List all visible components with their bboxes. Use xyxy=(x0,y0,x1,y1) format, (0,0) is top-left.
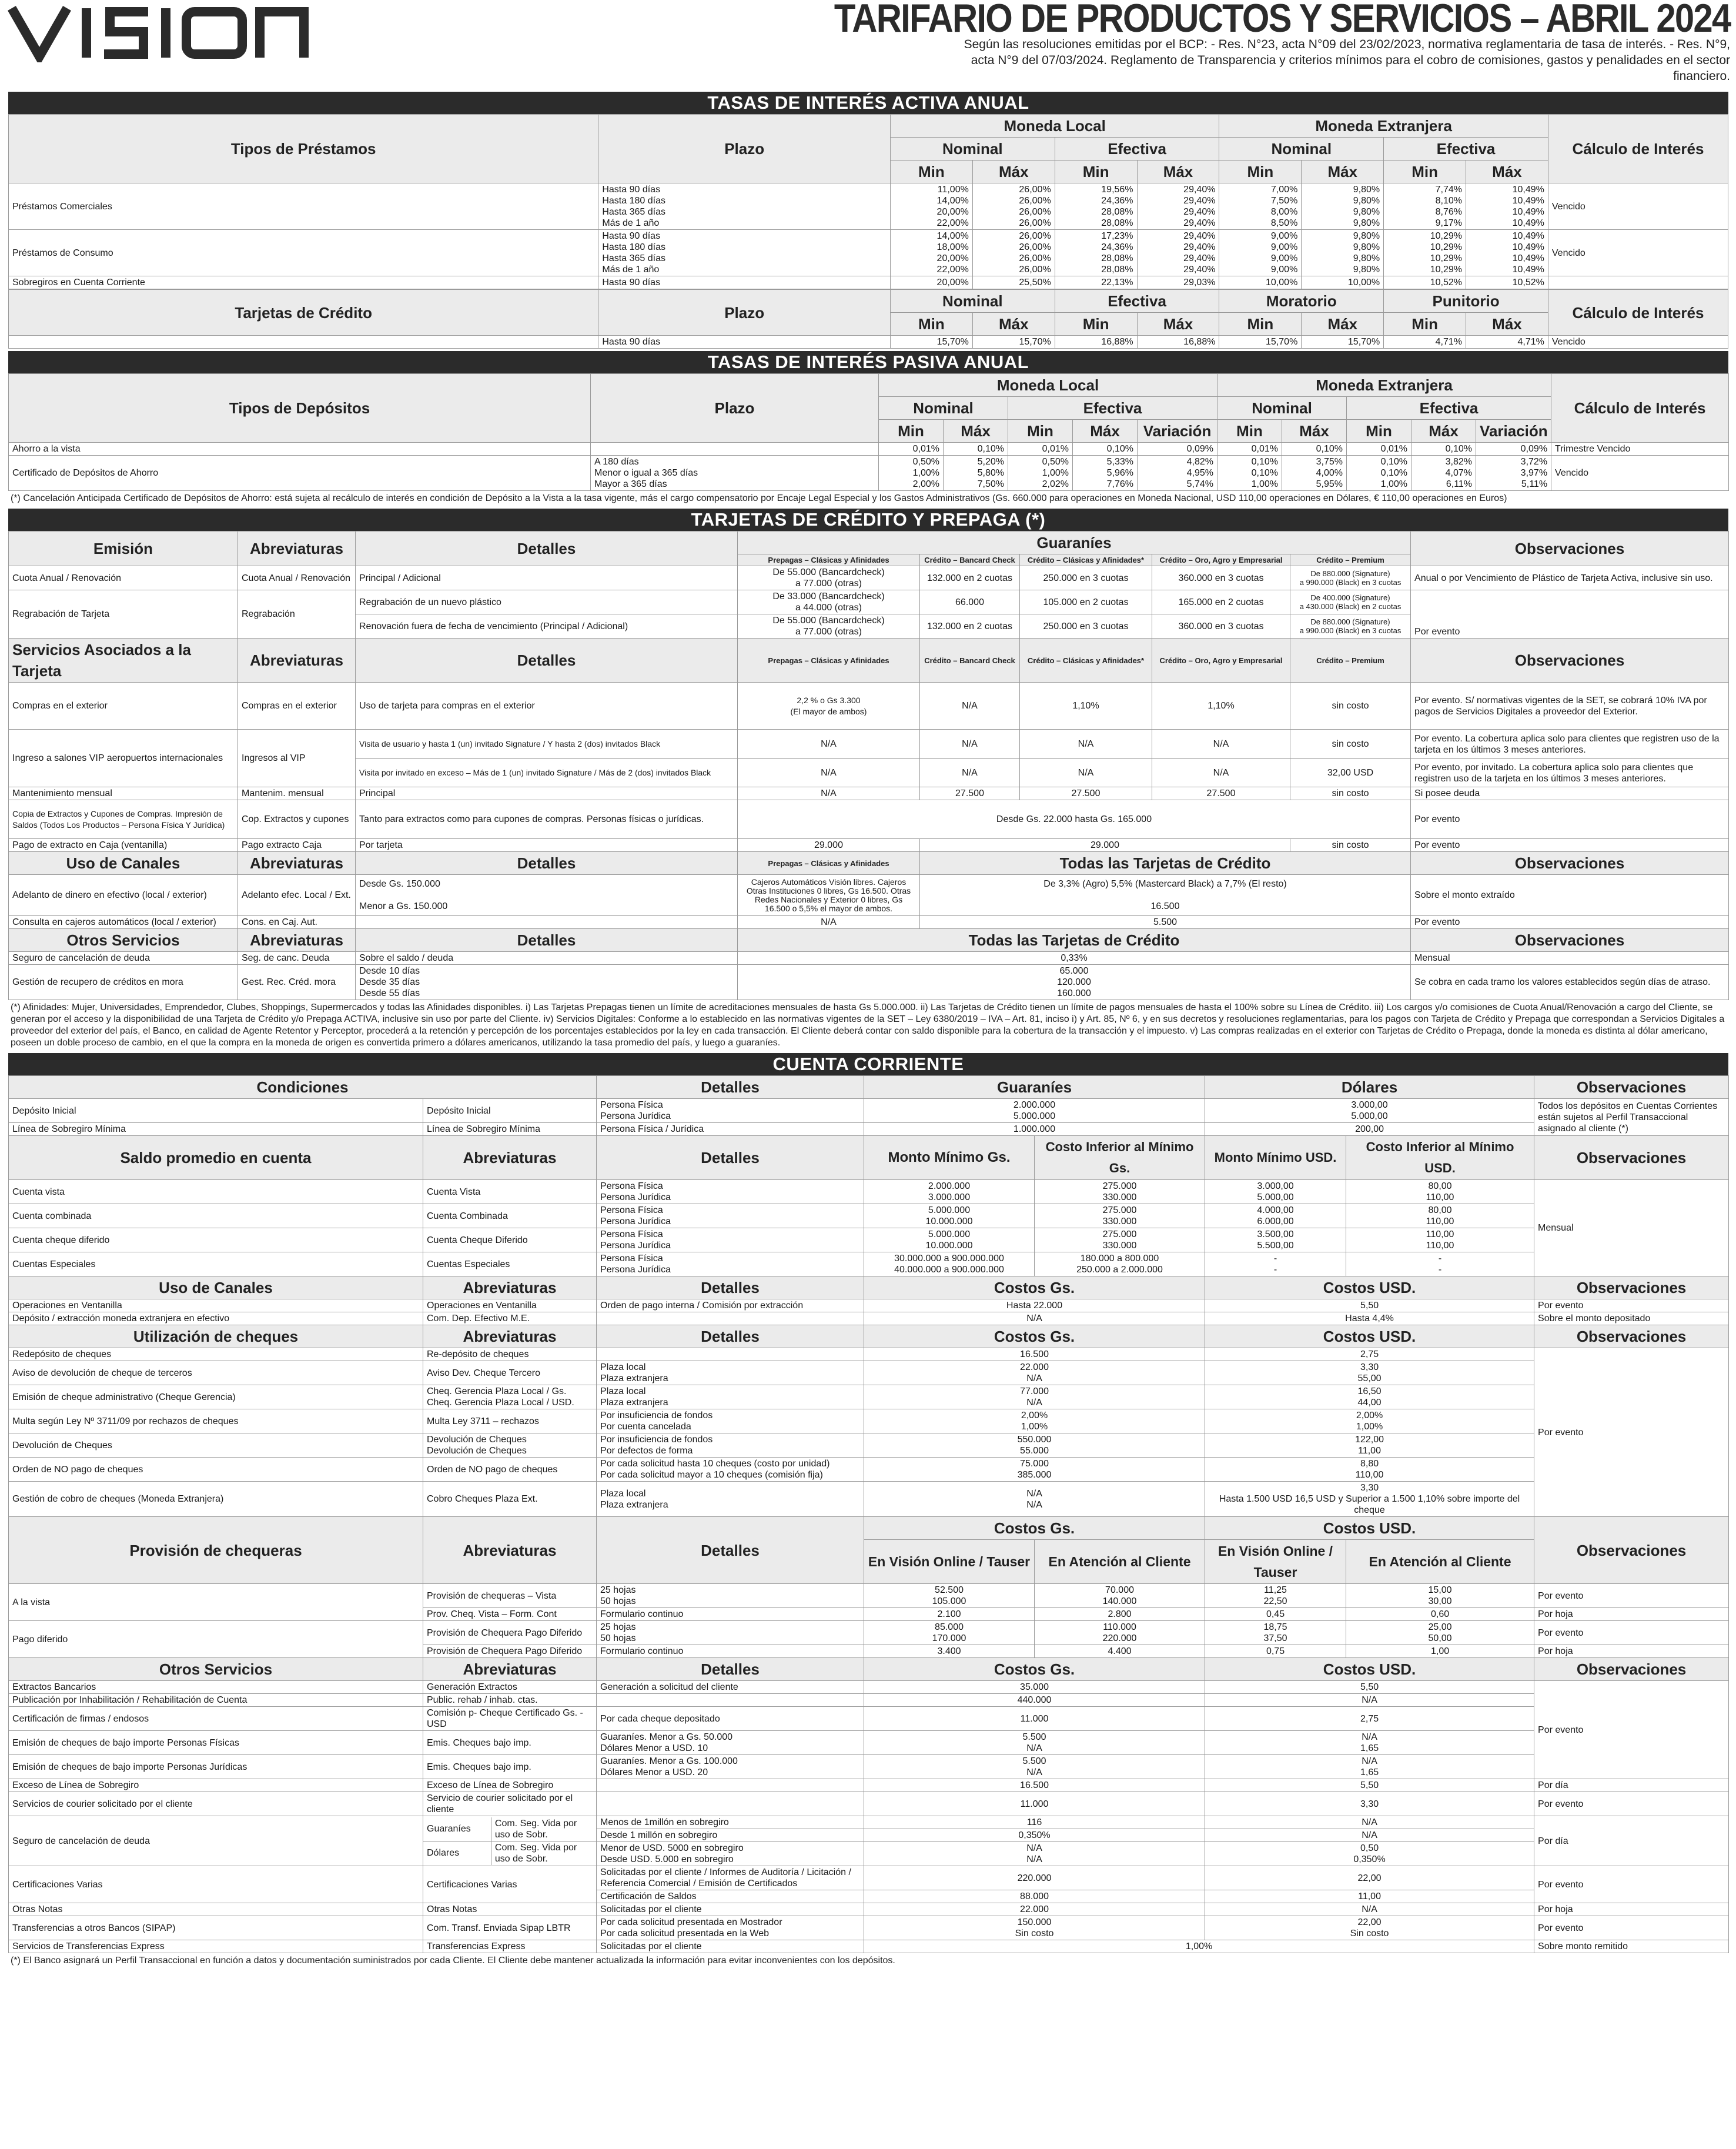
col-max: Máx xyxy=(944,420,1008,443)
col-efectiva: Efectiva xyxy=(1055,290,1219,313)
document-header xyxy=(0,0,1736,88)
col-efectiva: Efectiva xyxy=(1384,138,1548,161)
table-row: Hasta 90 días 15,70% 15,70% 16,88% 16,88% 15,70% 15,70% 4,71% 4,71% Vencido xyxy=(9,336,1728,349)
table-row: Gestión de recupero de créditos en mora Gest. Rec. Créd. mora Desde 10 días Desde 35 días Desde 55 días 65.000 120.000 160.000 Se cobra en cada tramo los valores establecidos según días de atraso. xyxy=(9,965,1729,1000)
table-row: Exceso de Línea de Sobregiro Exceso de Línea de Sobregiro 16.500 5,50 Por día xyxy=(9,1779,1729,1792)
table-row: Provisión de Chequera Pago Diferido Formulario continuo 3.400 4.400 0,75 1,00 Por hoja xyxy=(9,1645,1729,1658)
table-row: Orden de NO pago de cheques Orden de NO pago de cheques Por cada solicitud hasta 10 cheques (costo por unidad) Por cada solicitud mayor a 10 cheques (comisión fija) 75.000 385.000 8,80 110,00 xyxy=(9,1458,1729,1482)
table-row: Compras en el exterior Compras en el exterior Uso de tarjeta para compras en el exterior 2,2 % o Gs 3.300 (El mayor de ambos) N/A 1,10% 1,10% sin costo Por evento. S/ normativas vigentes de la SET, se cobrará 10% IVA por pagos de Servicios Digitales a proveedor del Exterior. xyxy=(9,683,1729,730)
col-max: Máx xyxy=(1411,420,1476,443)
col-tipos-depositos: Tipos de Depósitos xyxy=(9,374,591,443)
table-row: Adelanto de dinero en efectivo (local / exterior) Adelanto efec. Local / Ext. Desde Gs. 150.000 Menor a Gs. 150.000 Cajeros Automáticos Visión libres. Cajeros Otras Instituciones 0 libres, Gs 16.500. Otras Redes Nacionales y Exterior 0 libres, Gs 16.500 o 5,5% el mayor de ambos. De 3,3% (Agro) 5,5% (Mastercard Black) a 7,7% (El resto) 16.500 Sobre el monto extraído xyxy=(9,875,1729,916)
table-row: Ahorro a la vista 0,01% 0,10% 0,01% 0,10% 0,09% 0,01% 0,10% 0,01% 0,10% 0,09% Trimestre Vencido xyxy=(9,443,1729,456)
table-row: Publicación por Inhabilitación / Rehabilitación de Cuenta Public. rehab / inhab. ctas. 440.000 N/A xyxy=(9,1694,1729,1707)
table-row: Préstamos de Consumo Hasta 90 días Hasta 180 días Hasta 365 días Más de 1 año 14,00% 18,00% 20,00% 22,00% 26,00% 26,00% 26,00% 26,00% 17,23% 24,36% 28,08% 28,08% 29,40% 29,40% 29,40% 29,40% 9,00% 9,00% 9,00% 9,00% 9,80% 9,80% 9,80% 9,80% 10,29% 10,29% 10,29% 10,29% 10,49% 10,49% 10,49% 10,49% Vencido xyxy=(9,230,1728,276)
table-tarjetas: Emisión Abreviaturas Detalles Guaraníes Observaciones Prepagas – Clásicas y Afinidades Crédito – Bancard Check Crédito – Clásicas y Afinidades* Crédito – Oro, Agro y Empresarial Crédito – Premium Cuota Anual / Renovación Cuota Anual / Renovación Principal / Adicional De 55.000 (Bancardcheck) a 77.000 (otras) 132.000 en 2 cuotas 250.000 en 3 cuotas 360.000 en 3 cuotas De 880.000 (Signature) a 990.000 (Black) en 3 cuotas Anual o por Vencimiento de Plástico de Tarjeta Activa, inclusive sin uso. Regrabación de Tarjeta Regrabación Regrabación de un nuevo plástico De 33.000 (Bancardcheck) a 44.000 (otras) 66.000 105.000 en 2 cuotas 165.000 en 2 cuotas De 400.000 (Signature) a 430.000 (Black) en 2 cuotas Por evento Renovación fuera de fecha de vencimiento (Principal / Adicional) De 55.000 (Bancardcheck) a 77.000 (otras) 132.000 en 2 cuotas 250.000 en 3 cuotas 360.000 en 3 cuotas De 880.000 (Signature) a 990.000 (Black) en 3 cuotas Servicios Asociados a la Tarjeta Abreviaturas Detalles Prepagas – Clásicas y Afinidades Crédito – Bancard Check Crédito – Clásicas y Afinidades* Crédito – Oro, Agro y Empresarial Crédito – Premium Observaciones Compras en el exterior Compras en el exterior Uso de tarjeta para compras en el exterior 2,2 % o Gs 3.300 (El mayor de ambos) N/A 1,10% 1,10% sin costo Por evento. S/ normativas vigentes de la SET, se cobrará 10% IVA por pagos de Servicios Digitales a proveedor del Exterior. Ingreso a salones VIP aeropuertos internacionales Ingresos al VIP Visita de usuario y hasta 1 (un) invitado Signature / Y hasta 2 (dos) invitados Black N/A N/A N/A N/A sin costo Por evento. La cobertura aplica solo para clientes que registren uso de la tarjeta en los últimos 3 meses anteriores. Visita por invitado en exceso – Más de 1 (un) invitado Signature / Más de 2 (dos) invitados Black N/A N/A N/A N/A 32,00 USD Por evento, por invitado. La cobertura aplica solo para clientes que registren uso de la tarjeta en los últimos 3 meses anteriores. Mantenimiento mensual Mantenim. mensual Principal N/A 27.500 27.500 27.500 sin costo Si posee deuda Copia de Extractos y Cupones de Compras. Impresión de Saldos (Todos Los Productos – Persona Física Y Jurídica) Cop. Extractos y cupones Tanto para extractos como para cupones de compras. Personas físicas o jurídicas. Desde Gs. 22.000 hasta Gs. 165.000 Por evento Pago de extracto en Caja (ventanilla) Pago extracto Caja Por tarjeta 29.000 29.000 sin costo Por evento Uso de Canales Abreviaturas Detalles Prepagas – Clásicas y Afinidades Todas las Tarjetas de Crédito Observaciones Adelanto de dinero en efectivo (local / exterior) Adelanto efec. Local / Ext. Desde Gs. 150.000 Menor a Gs. 150.000 Cajeros Automáticos Visión libres. Cajeros Otras Instituciones 0 libres, Gs 16.500. Otras Redes Nacionales y Exterior 0 libres, Gs 16.500 o 5,5% el mayor de ambos. De 3,3% (Agro) 5,5% (Mastercard Black) a 7,7% (El resto) 16.500 Sobre el monto extraído Consulta en cajeros automáticos (local / exterior) Cons. en Caj. Aut. N/A 5.500 Por evento Otros Servicios Abreviaturas Detalles Todas las Tarjetas de Crédito Observaciones Seguro de cancelación de deuda Seg. de canc. Deuda Sobre el saldo / deuda 0,33% Mensual Gestión de recupero de créditos en mora Gest. Rec. Créd. mora Desde 10 días Desde 35 días Desde 55 días 65.000 120.000 160.000 Se cobra en cada tramo los valores establecidos según días de atraso. xyxy=(8,531,1729,1000)
cuenta-note: (*) El Banco asignará un Perfil Transaccional en función a datos y documentación suministrados por cada Cliente. El Cliente debe mantener actualizada la información para evitar inconvenientes con los depósitos. xyxy=(11,1956,895,1966)
col-moratorio: Moratorio xyxy=(1219,290,1384,313)
loan-type: Préstamos Comerciales xyxy=(9,183,598,230)
table-row: Sobregiros en Cuenta Corriente Hasta 90 días 20,00% 25,50% 22,13% 29,03% 10,00% 10,00% 10,52% 10,52% xyxy=(9,276,1728,289)
col-max: Máx xyxy=(1137,161,1219,183)
col-provision-chequeras: Provisión de chequeras xyxy=(9,1517,423,1584)
col-min: Min xyxy=(1384,161,1466,183)
col-efectiva: Efectiva xyxy=(1055,138,1219,161)
loan-type: Préstamos de Consumo xyxy=(9,230,598,276)
col-min: Min xyxy=(1008,420,1073,443)
col-guaranies: Guaraníes xyxy=(738,532,1411,554)
col-utilizacion-cheques: Utilización de cheques xyxy=(9,1325,423,1348)
table-row: Redepósito de cheques Re-depósito de cheques 16.500 2,75 Por evento xyxy=(9,1348,1729,1361)
col-min: Min xyxy=(1219,313,1302,336)
col-max: Máx xyxy=(972,313,1055,336)
section-activa-title: TASAS DE INTERÉS ACTIVA ANUAL xyxy=(8,92,1728,114)
table-row: Devolución de Cheques Devolución de Cheques Devolución de Cheques Por insuficiencia de fondos Por defectos de forma 550.000 55.000 122,00 11,00 xyxy=(9,1433,1729,1458)
table-row: Otras Notas Otras Notas Solicitadas por el cliente 22.000 N/A Por hoja xyxy=(9,1903,1729,1916)
table-row: Depósito Inicial Depósito Inicial Persona Física Persona Jurídica 2.000.000 5.000.000 3.000,00 5.000,00 Todos los depósitos en Cuentas Corrientes están sujetos al Perfil Transaccional asignado al cliente (*) xyxy=(9,1099,1729,1123)
table-row: Ingreso a salones VIP aeropuertos internacionales Ingresos al VIP Visita de usuario y hasta 1 (un) invitado Signature / Y hasta 2 (dos) invitados Black N/A N/A N/A N/A sin costo Por evento. La cobertura aplica solo para clientes que registren uso de la tarjeta en los últimos 3 meses anteriores. xyxy=(9,730,1729,759)
deposit-type: Certificado de Depósitos de Ahorro xyxy=(9,456,591,491)
col-moneda-local: Moneda Local xyxy=(879,374,1217,397)
col-min: Min xyxy=(1055,313,1137,336)
col-nominal: Nominal xyxy=(879,397,1008,420)
table-row: Cuentas Especiales Cuentas Especiales Persona Física Persona Jurídica 30.000.000 a 900.000.000 40.000.000 a 900.000.000 180.000 a 800.000 250.000 a 2.000.000 - - - - xyxy=(9,1252,1729,1276)
table-row: Cuenta vista Cuenta Vista Persona Física Persona Jurídica 2.000.000 3.000.000 275.000 330.000 3.000,00 5.000,00 80,00 110,00 Mensual xyxy=(9,1180,1729,1204)
table-row: Desde 1 millón en sobregiro 0,350% N/A xyxy=(9,1829,1729,1842)
table-cuenta-corriente: Condiciones Detalles Guaraníes Dólares Observaciones Depósito Inicial Depósito Inicial Persona Física Persona Jurídica 2.000.000 5.000.000 3.000,00 5.000,00 Todos los depósitos en Cuentas Corrientes están sujetos al Perfil Transaccional asignado al cliente (*) Línea de Sobregiro Mínima Línea de Sobregiro Mínima Persona Física / Jurídica 1.000.000 200,00 Saldo promedio en cuenta Abreviaturas Detalles Monto Mínimo Gs. Costo Inferior al Mínimo Gs. Monto Mínimo USD. Costo Inferior al Mínimo USD. Observaciones Cuenta vista Cuenta Vista Persona Física Persona Jurídica 2.000.000 3.000.000 275.000 330.000 3.000,00 5.000,00 80,00 110,00 Mensual Cuenta combinada Cuenta Combinada Persona Física Persona Jurídica 5.000.000 10.000.000 275.000 330.000 4.000,00 6.000,00 80,00 110,00 Cuenta cheque diferido Cuenta Cheque Diferido Persona Física Persona Jurídica 5.000.000 10.000.000 275.000 330.000 3.500,00 5.500,00 110,00 110,00 Cuentas Especiales Cuentas Especiales Persona Física Persona Jurídica 30.000.000 a 900.000.000 40.000.000 a 900.000.000 180.000 a 800.000 250.000 a 2.000.000 - - - - Uso de Canales Abreviaturas Detalles Costos Gs. Costos USD. Observaciones Operaciones en Ventanilla Operaciones en Ventanilla Orden de pago interna / Comisión por extracción Hasta 22.000 5,50 Por evento Depósito / extracción moneda extranjera en efectivo Com. Dep. Efectivo M.E. N/A Hasta 4,4% Sobre el monto depositado Utilización de cheques Abreviaturas Detalles Costos Gs. Costos USD. Observaciones Redepósito de cheques Re-depósito de cheques 16.500 2,75 Por evento Aviso de devolución de cheque de terceros Aviso Dev. Cheque Tercero Plaza local Plaza extranjera 22.000 N/A 3,30 55,00 Emisión de cheque administrativo (Cheque Gerencia) Cheq. Gerencia Plaza Local / Gs. Cheq. Gerencia Plaza Local / USD. Plaza local Plaza extranjera 77.000 N/A 16,50 44,00 Multa según Ley Nº 3711/09 por rechazos de cheques Multa Ley 3711 – rechazos Por insuficiencia de fondos Por cuenta cancelada 2,00% 1,00% 2,00% 1,00% Devolución de Cheques Devolución de Cheques Devolución de Cheques Por insuficiencia de fondos Por defectos de forma 550.000 55.000 122,00 11,00 Orden de NO pago de cheques Orden de NO pago de cheques Por cada solicitud hasta 10 cheques (costo por unidad) Por cada solicitud mayor a 10 cheques (comisión fija) 75.000 385.000 8,80 110,00 Gestión de cobro de cheques (Moneda Extranjera) Cobro Cheques Plaza Ext. Plaza local Plaza extranjera N/A N/A 3,30 Hasta 1.500 USD 16,5 USD y Superior a 1.500 1,10% sobre importe del cheque Provisión de chequeras Abreviaturas Detalles Costos Gs. Costos USD. Observaciones En Visión Online / Tauser En Atención al Cliente En Visión Online / Tauser En Atención al Cliente A la vista Provisión de chequeras – Vista 25 hojas 50 hojas 52.500 105.000 70.000 140.000 11,25 22,50 15,00 30,00 Por evento Prov. Cheq. Vista – Form. Cont Formulario continuo 2.100 2.800 0,45 0,60 Por hoja Pago diferido Provisión de Chequera Pago Diferido 25 hojas 50 hojas 85.000 170.000 110.000 220.000 18,75 37,50 25,00 50,00 Por evento Provisión de Chequera Pago Diferido Formulario continuo 3.400 4.400 0,75 1,00 Por hoja Otros Servicios Abreviaturas Detalles Costos Gs. Costos USD. Observaciones Extractos Bancarios Generación Extractos Generación a solicitud del cliente 35.000 5,50 Por evento Publicación por Inhabilitación / Rehabilitación de Cuenta Public. rehab / inhab. ctas. 440.000 N/A Certificación de firmas / endosos Comisión p- Cheque Certificado Gs. -USD Por cada cheque depositado 11.000 2,75 Emisión de cheques de bajo importe Personas Físicas Emis. Cheques bajo imp. Guaraníes. Menor a Gs. 50.000 Dólares Menor a USD. 10 5.500 N/A N/A 1,65 Emisión de cheques de bajo importe Personas Jurídicas Emis. Cheques bajo imp. Guaraníes. Menor a Gs. 100.000 Dólares Menor a USD. 20 5.500 N/A N/A 1,65 Exceso de Línea de Sobregiro Exceso de Línea de Sobregiro 16.500 5,50 Por día Servicios de courier solicitado por el cliente Servicio de courier solicitado por el cliente 11.000 3,30 Por evento Seguro de cancelación de deuda Guaraníes Com. Seg. Vida por uso de Sobr. Dólares Com. Seg. Vida por uso de Sobr. Menos de 1millón en sobregiro 116 N/A Por día Desde 1 millón en sobregiro 0,350% N/A Menor de USD. 5000 en sobregiro Desde USD. 5.000 en sobregiro N/A N/A 0,50 0,350% Certificaciones Varias Certificaciones Varias Solicitadas por el cliente / Informes de Auditoría / Licitación / Referencia Comercial / Emisión de Certificados 220.000 22,00 Por evento Certificación de Saldos 88.000 11,00 Otras Notas Otras Notas Solicitadas por el cliente 22.000 N/A Por hoja Transferencias a otros Bancos (SIPAP) Com. Transf. Enviada Sipap LBTR Por cada solicitud presentada en Mostrador Por cada solicitud presentada en la Web 150.000 Sin costo 22,00 Sin costo Por evento Servicios de Transferencias Express Transferencias Express Solicitadas por el cliente 1,00% Sobre monto remitido xyxy=(8,1075,1729,1953)
table-row: Servicios de Transferencias Express Transferencias Express Solicitadas por el cliente 1,00% Sobre monto remitido xyxy=(9,1940,1729,1953)
col-punitorio: Punitorio xyxy=(1384,290,1548,313)
col-max: Máx xyxy=(1137,313,1219,336)
col-observaciones: Observaciones xyxy=(1411,639,1729,683)
col-plazo: Plazo xyxy=(598,290,891,336)
table-row: Seguro de cancelación de deuda Seg. de canc. Deuda Sobre el saldo / deuda 0,33% Mensual xyxy=(9,952,1729,965)
col-calculo: Cálculo de Interés xyxy=(1548,290,1728,336)
col-saldo-promedio: Saldo promedio en cuenta xyxy=(9,1136,423,1180)
col-min: Min xyxy=(1384,313,1466,336)
table-row: Cuenta combinada Cuenta Combinada Persona Física Persona Jurídica 5.000.000 10.000.000 275.000 330.000 4.000,00 6.000,00 80,00 110,00 xyxy=(9,1204,1729,1228)
table-row: Consulta en cajeros automáticos (local / exterior) Cons. en Caj. Aut. N/A 5.500 Por evento xyxy=(9,916,1729,929)
loan-type: Sobregiros en Cuenta Corriente xyxy=(9,276,598,289)
col-max: Máx xyxy=(1282,420,1347,443)
section-pasiva-title: TASAS DE INTERÉS PASIVA ANUAL xyxy=(8,351,1728,373)
table-row: Emisión de cheque administrativo (Cheque Gerencia) Cheq. Gerencia Plaza Local / Gs. Cheq. Gerencia Plaza Local / USD. Plaza local Plaza extranjera 77.000 N/A 16,50 44,00 xyxy=(9,1385,1729,1409)
col-efectiva: Efectiva xyxy=(1008,397,1217,420)
table-row: Cuota Anual / Renovación Cuota Anual / Renovación Principal / Adicional De 55.000 (Bancardcheck) a 77.000 (otras) 132.000 en 2 cuotas 250.000 en 3 cuotas 360.000 en 3 cuotas De 880.000 (Signature) a 990.000 (Black) en 3 cuotas Anual o por Vencimiento de Plástico de Tarjeta Activa, inclusive sin uso. xyxy=(9,566,1729,590)
table-row: Pago diferido Provisión de Chequera Pago Diferido 25 hojas 50 hojas 85.000 170.000 110.000 220.000 18,75 37,50 25,00 50,00 Por evento xyxy=(9,1621,1729,1645)
col-calculo: Cálculo de Interés xyxy=(1551,374,1729,443)
page-subtitle: Según las resoluciones emitidas por el BCP: - Res. N°23, acta N°09 del 23/02/2023, normativa reglamentaria de tasa de interés. - Res. N°9, acta N°9 del 07/03/2024. Reglamento de Transparencia y criterios mínimos para el cobro de comisiones, gastos y penalidades en el sector financiero. xyxy=(964,38,1730,83)
table-row: Emisión de cheques de bajo importe Personas Jurídicas Emis. Cheques bajo imp. Guaraníes. Menor a Gs. 100.000 Dólares Menor a USD. 20 5.500 N/A N/A 1,65 xyxy=(9,1755,1729,1779)
col-uso-canales: Uso de Canales xyxy=(9,852,238,875)
col-tipos-prestamos: Tipos de Préstamos xyxy=(9,115,598,183)
col-moneda-extranjera: Moneda Extranjera xyxy=(1217,374,1551,397)
table-row: Menor de USD. 5000 en sobregiro Desde USD. 5.000 en sobregiro N/A N/A 0,50 0,350% xyxy=(9,1842,1729,1866)
col-min: Min xyxy=(879,420,944,443)
table-row: Línea de Sobregiro Mínima Línea de Sobregiro Mínima Persona Física / Jurídica 1.000.000 200,00 xyxy=(9,1123,1729,1136)
col-emision: Emisión xyxy=(9,532,238,566)
col-prepagas: Prepagas – Clásicas y Afinidades xyxy=(738,554,920,566)
col-nominal: Nominal xyxy=(890,138,1055,161)
table-activa xyxy=(8,114,1728,289)
col-variacion: Variación xyxy=(1476,420,1551,443)
col-uso-canales: Uso de Canales xyxy=(9,1276,423,1299)
table-row: Servicios de courier solicitado por el cliente Servicio de courier solicitado por el cliente 11.000 3,30 Por evento xyxy=(9,1792,1729,1816)
col-min: Min xyxy=(890,161,972,183)
col-max: Máx xyxy=(1466,313,1548,336)
col-min: Min xyxy=(1055,161,1137,183)
col-otros-servicios: Otros Servicios xyxy=(9,1658,423,1681)
table-row: Certificación de firmas / endosos Comisión p- Cheque Certificado Gs. -USD Por cada cheque depositado 11.000 2,75 xyxy=(9,1707,1729,1731)
table-row: A la vista Provisión de chequeras – Vista 25 hojas 50 hojas 52.500 105.000 70.000 140.000 11,25 22,50 15,00 30,00 Por evento xyxy=(9,1584,1729,1608)
table-tarjetas-tasas xyxy=(8,289,1728,349)
col-moneda-extranjera: Moneda Extranjera xyxy=(1219,115,1548,138)
table-row: Transferencias a otros Bancos (SIPAP) Com. Transf. Enviada Sipap LBTR Por cada solicitud presentada en Mostrador Por cada solicitud presentada en la Web 150.000 Sin costo 22,00 Sin costo Por evento xyxy=(9,1916,1729,1940)
table-row: Mantenimiento mensual Mantenim. mensual Principal N/A 27.500 27.500 27.500 sin costo Si posee deuda xyxy=(9,787,1729,800)
col-abreviaturas: Abreviaturas xyxy=(238,639,356,683)
vision-logo xyxy=(7,4,319,62)
table-row: Prov. Cheq. Vista – Form. Cont Formulario continuo 2.100 2.800 0,45 0,60 Por hoja xyxy=(9,1608,1729,1621)
table-row: Aviso de devolución de cheque de terceros Aviso Dev. Cheque Tercero Plaza local Plaza extranjera 22.000 N/A 3,30 55,00 xyxy=(9,1361,1729,1385)
col-premium: Crédito – Premium xyxy=(1290,554,1411,566)
col-min: Min xyxy=(1347,420,1411,443)
col-efectiva: Efectiva xyxy=(1347,397,1551,420)
col-max: Máx xyxy=(1073,420,1138,443)
col-observaciones: Observaciones xyxy=(1411,532,1729,566)
col-min: Min xyxy=(1219,161,1302,183)
tarjetas-note: (*) Afinidades: Mujer, Universidades, Emprendedor, Clubes, Shoppings, Supermercados y todas las Afinidades disponibles. i) Las Tarjetas Prepagas tienen un límite de acreditaciones mensuales de hasta Gs 5.000.000. ii) Las Tarjetas de Crédito tienen un límite de pagos mensuales de hasta el 100% sobre su Línea de Crédito. iii) Los cargos y/o comisiones de Cuota Anual/Renovación a cargo del Cliente, se generan por el acceso y la disponibilidad de una Tarjeta de Crédito y/o Prepaga ACTIVA, inclusive sin uso por parte del Cliente. iv) Servicios Digitales: Conforme a lo establecido en las normativas vigentes de la SET – Ley 6380/2019 – IVA – Art. 81, inciso i) y Art. 85, Nº 6, y en sus decretos y resoluciones reglamentarias, para los pagos con Tarjeta de Crédito y Prepaga que correspondan a Servicios Digitales a proveedor del exterior del país, el Banco, en calidad de Agente Retentor y Perceptor, procederá a la retención y percepción de los porcentajes establecidos por la ley en cada transacción. El Cliente deberá contar con saldo disponible para la cobertura de la transacción y el impuesto. v) Las compras realizadas en el exterior con Tarjetas de Crédito o Prepaga, donde la moneda es distinta al dólar americano, poseen un doble proceso de cambio, en el que la compra en la moneda de origen es convertida primero a dólares americanos, utilizando la tasa promedio del país, y luego a guaraníes. xyxy=(11,1002,1725,1048)
col-abreviaturas: Abreviaturas xyxy=(238,532,356,566)
page-title: TARIFARIO DE PRODUCTOS Y SERVICIOS – ABRIL 2024 xyxy=(834,0,1730,41)
col-tarjetas: Tarjetas de Crédito xyxy=(9,290,598,336)
deposit-type: Ahorro a la vista xyxy=(9,443,591,456)
col-max: Máx xyxy=(1302,161,1384,183)
col-condiciones: Condiciones xyxy=(9,1076,597,1099)
col-otros-servicios: Otros Servicios xyxy=(9,929,238,952)
col-max: Máx xyxy=(1466,161,1548,183)
col-servicios-asociados: Servicios Asociados a la Tarjeta xyxy=(9,639,238,683)
table-row: Visita por invitado en exceso – Más de 1 (un) invitado Signature / Más de 2 (dos) invitados Black N/A N/A N/A N/A 32,00 USD Por evento, por invitado. La cobertura aplica solo para clientes que registren uso de la tarjeta en los últimos 3 meses anteriores. xyxy=(9,759,1729,787)
section-cuenta-title: CUENTA CORRIENTE xyxy=(8,1053,1728,1075)
table-row: Certificado de Depósitos de Ahorro A 180 días Menor o igual a 365 días Mayor a 365 días 0,50% 1,00% 2,00% 5,20% 5,80% 7,50% 0,50% 1,00% 2,02% 5,33% 5,96% 7,76% 4,82% 4,95% 5,74% 0,10% 0,10% 1,00% 3,75% 4,00% 5,95% 0,10% 0,10% 1,00% 3,82% 4,07% 6,11% 3,72% 3,97% 5,11% Vencido xyxy=(9,456,1729,491)
table-row: Multa según Ley Nº 3711/09 por rechazos de cheques Multa Ley 3711 – rechazos Por insuficiencia de fondos Por cuenta cancelada 2,00% 1,00% 2,00% 1,00% xyxy=(9,1409,1729,1433)
col-nominal: Nominal xyxy=(1219,138,1384,161)
table-row: Emisión de cheques de bajo importe Personas Físicas Emis. Cheques bajo imp. Guaraníes. Menor a Gs. 50.000 Dólares Menor a USD. 10 5.500 N/A N/A 1,65 xyxy=(9,1731,1729,1755)
table-row: Depósito / extracción moneda extranjera en efectivo Com. Dep. Efectivo M.E. N/A Hasta 4,4% Sobre el monto depositado xyxy=(9,1312,1729,1325)
col-min: Min xyxy=(890,313,972,336)
table-row: Operaciones en Ventanilla Operaciones en Ventanilla Orden de pago interna / Comisión por extracción Hasta 22.000 5,50 Por evento xyxy=(9,1299,1729,1312)
table-row: Cuenta cheque diferido Cuenta Cheque Diferido Persona Física Persona Jurídica 5.000.000 10.000.000 275.000 330.000 3.500,00 5.500,00 110,00 110,00 xyxy=(9,1228,1729,1252)
table-row: Pago de extracto en Caja (ventanilla) Pago extracto Caja Por tarjeta 29.000 29.000 sin costo Por evento xyxy=(9,839,1729,852)
table-row: Copia de Extractos y Cupones de Compras. Impresión de Saldos (Todos Los Productos – Persona Física Y Jurídica) Cop. Extractos y cupones Tanto para extractos como para cupones de compras. Personas físicas o jurídicas. Desde Gs. 22.000 hasta Gs. 165.000 Por evento xyxy=(9,800,1729,839)
table-row: Regrabación de Tarjeta Regrabación Regrabación de un nuevo plástico De 33.000 (Bancardcheck) a 44.000 (otras) 66.000 105.000 en 2 cuotas 165.000 en 2 cuotas De 400.000 (Signature) a 430.000 (Black) en 2 cuotas Por evento xyxy=(9,590,1729,614)
col-plazo: Plazo xyxy=(598,115,891,183)
table-row: Seguro de cancelación de deuda Guaraníes Com. Seg. Vida por uso de Sobr. Dólares Com. Seg. Vida por uso de Sobr. Menos de 1millón en sobregiro 116 N/A Por día xyxy=(9,1816,1729,1829)
table-row: Certificaciones Varias Certificaciones Varias Solicitadas por el cliente / Informes de Auditoría / Licitación / Referencia Comercial / Emisión de Certificados 220.000 22,00 Por evento xyxy=(9,1866,1729,1890)
col-bancard-check: Crédito – Bancard Check xyxy=(920,554,1020,566)
section-tarjetas-title: TARJETAS DE CRÉDITO Y PREPAGA (*) xyxy=(8,509,1728,531)
col-oro: Crédito – Oro, Agro y Empresarial xyxy=(1152,554,1290,566)
col-plazo: Plazo xyxy=(591,374,879,443)
table-row: Gestión de cobro de cheques (Moneda Extranjera) Cobro Cheques Plaza Ext. Plaza local Plaza extranjera N/A N/A 3,30 Hasta 1.500 USD 16,5 USD y Superior a 1.500 1,10% sobre importe del cheque xyxy=(9,1482,1729,1517)
col-min: Min xyxy=(1217,420,1282,443)
col-moneda-local: Moneda Local xyxy=(890,115,1219,138)
table-row: Préstamos Comerciales Hasta 90 días Hasta 180 días Hasta 365 días Más de 1 año 11,00% 14,00% 20,00% 22,00% 26,00% 26,00% 26,00% 26,00% 19,56% 24,36% 28,08% 28,08% 29,40% 29,40% 29,40% 29,40% 7,00% 7,50% 8,00% 8,50% 9,80% 9,80% 9,80% 9,80% 7,74% 8,10% 8,76% 9,17% 10,49% 10,49% 10,49% 10,49% Vencido xyxy=(9,183,1728,230)
col-nominal: Nominal xyxy=(1217,397,1347,420)
col-detalles: Detalles xyxy=(356,532,738,566)
table-row: Certificación de Saldos 88.000 11,00 xyxy=(9,1890,1729,1903)
col-max: Máx xyxy=(1302,313,1384,336)
col-calculo: Cálculo de Interés xyxy=(1548,115,1728,183)
col-variacion: Variación xyxy=(1138,420,1217,443)
table-row: Extractos Bancarios Generación Extractos Generación a solicitud del cliente 35.000 5,50 Por evento xyxy=(9,1681,1729,1694)
table-pasiva xyxy=(8,373,1729,491)
col-clasicas: Crédito – Clásicas y Afinidades* xyxy=(1020,554,1152,566)
pasiva-note: (*) Cancelación Anticipada Certificado de Depósitos de Ahorro: está sujeta al recálculo de interés en condición de Depósito a la Vista a la tasa vigente, más el cargo compensatorio por Encaje Legal Especial y los Gastos Administrativos (Gs. 660.000 para operaciones en Moneda Nacional, USD 110,00 operaciones en Dólares, € 110,00 operaciones en Euros) xyxy=(11,493,1507,503)
col-detalles: Detalles xyxy=(356,639,738,683)
col-nominal: Nominal xyxy=(890,290,1055,313)
table-row: Renovación fuera de fecha de vencimiento (Principal / Adicional) De 55.000 (Bancardcheck) a 77.000 (otras) 132.000 en 2 cuotas 250.000 en 3 cuotas 360.000 en 3 cuotas De 880.000 (Signature) a 990.000 (Black) en 3 cuotas xyxy=(9,614,1729,639)
col-max: Máx xyxy=(972,161,1055,183)
